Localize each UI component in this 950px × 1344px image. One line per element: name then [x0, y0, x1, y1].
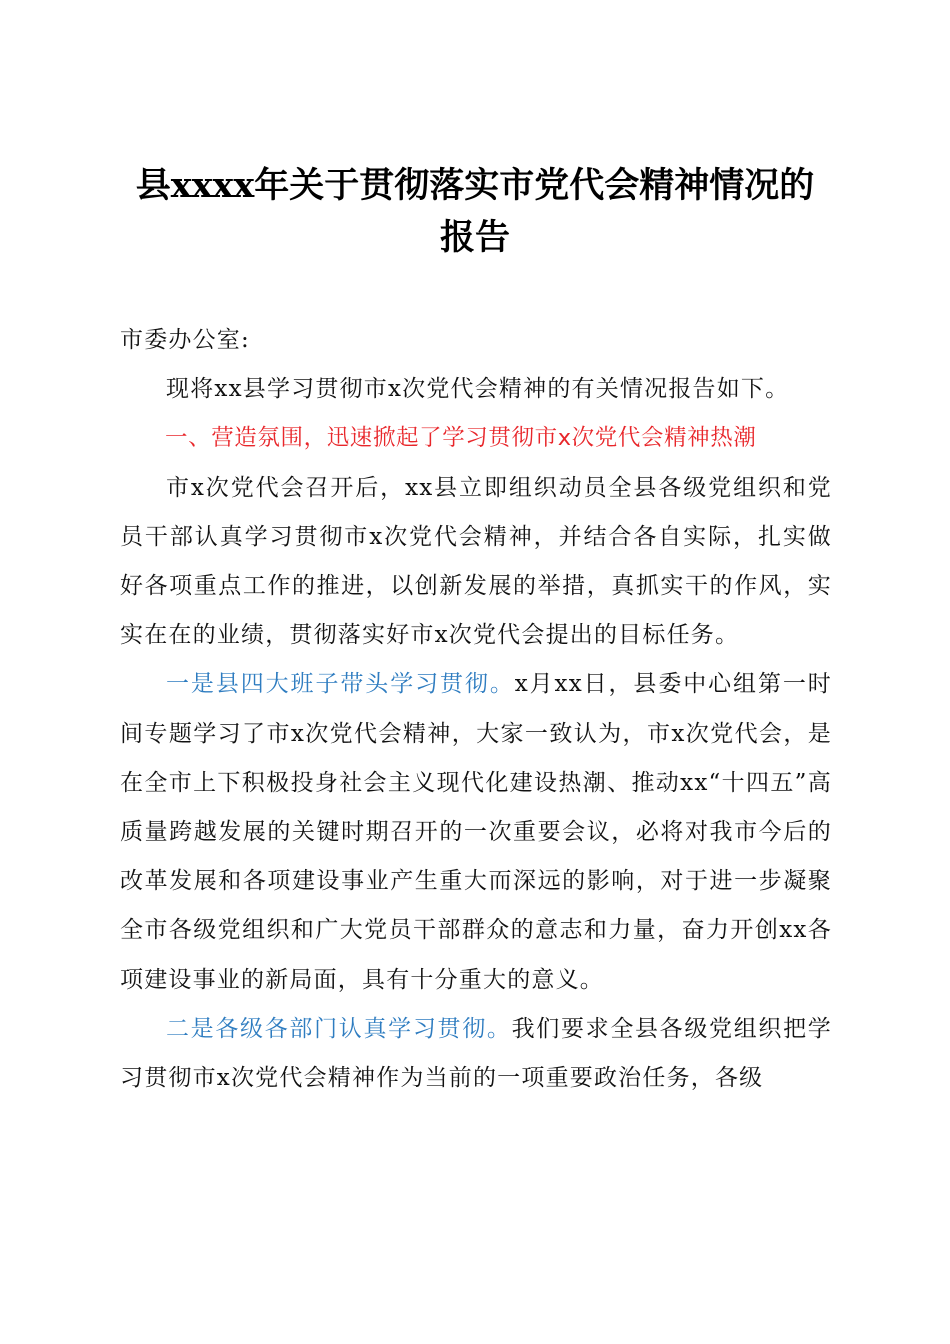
- point-2-text: 我们要求全县各级党组织把学习贯彻市x次党代会精神作为当前的一项重要政治任务，各级: [120, 1015, 832, 1092]
- title-line-2: 报告: [439, 217, 510, 258]
- point-1-text: x月xx日，县委中心组第一时间专题学习了市x次党代会精神，大家一致认为，市x次党代会，是在全市上下积极投身社会主义现代化建设热潮、推动xx“十四五”高质量跨越发展的关键时期召开的一次重要会议，必将对我市今后的改革发展和各项建设事业产生重大而深远的影响，对于进一步凝聚全市各级党组织和广大党员干部群众的意志和力量，奋力开创xx各项建设事业的新局面，具有十分重大的意义。: [120, 671, 832, 993]
- point-2-paragraph: [120, 1005, 832, 1103]
- document-body: [120, 316, 832, 1103]
- section-1-paragraph: 市x次党代会召开后，xx县立即组织动员全县各级党组织和党员干部认真学习贯彻市x次党代会精神，并结合各自实际，扎实做好各项重点工作的推进，以创新发展的举措，真抓实干的作风，实实在在的业绩，贯彻落实好市x次党代会提出的目标任务。: [120, 474, 832, 649]
- salutation: 市委办公室:: [120, 327, 250, 353]
- section-heading-1: 一、营造氛围，迅速掀起了学习贯彻市x次党代会精神热潮: [165, 425, 757, 452]
- point-1-paragraph: [120, 660, 832, 1004]
- point-1-lead: 一是县四大班子带头学习贯彻。: [166, 671, 515, 698]
- point-2-lead: 二是各级各部门认真学习贯彻。: [166, 1015, 512, 1042]
- document-title: [110, 160, 840, 264]
- title-line-1: 县xxxx年关于贯彻落实市党代会精神情况的: [135, 165, 815, 206]
- intro-paragraph: 现将xx县学习贯彻市x次党代会精神的有关情况报告如下。: [166, 376, 790, 403]
